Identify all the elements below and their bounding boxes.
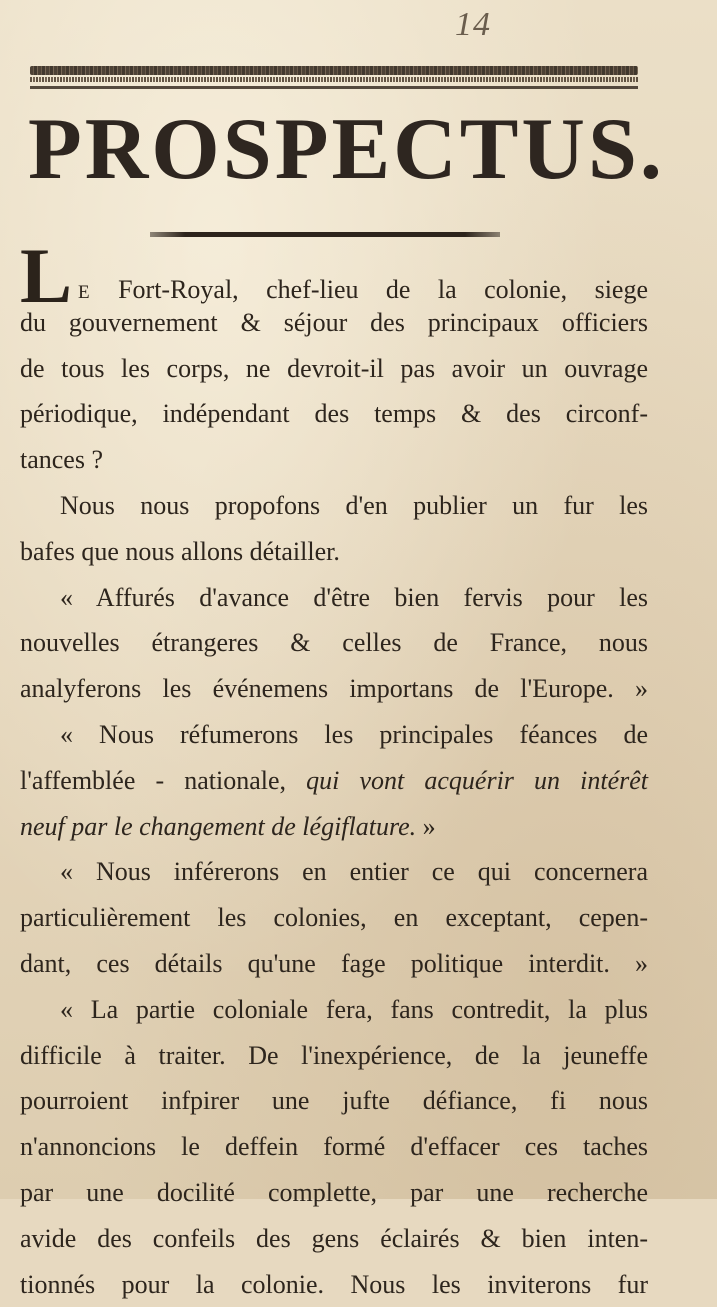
italic-phrase-1: qui vont acquérir un intérêt xyxy=(306,765,649,795)
assembly-text: l'affemblée - nationale, xyxy=(20,765,287,795)
first-word-smallcap: E xyxy=(78,282,91,303)
italic-phrase-2: neuf par le changement de légiflature. xyxy=(20,811,417,841)
closing-quote: » xyxy=(416,811,436,841)
ornament-thin-rule xyxy=(30,86,638,89)
drop-capital: L xyxy=(20,232,73,319)
text-line-6: Nous nous propofons d'en publier un fur les xyxy=(60,490,648,520)
text-line-1 xyxy=(20,232,648,319)
ornament-middle-rule xyxy=(30,77,638,82)
text-line-14: « Nous inférerons en entier ce qui concernera xyxy=(60,857,648,887)
text-line-8: « Affurés d'avance d'être bien fervis pour les xyxy=(60,582,648,612)
text-line-19: pourroient infpirer une jufte défiance, fi nous xyxy=(20,1086,648,1116)
text-line-23: tionnés pour la colonie. Nous les inviterons fur xyxy=(20,1269,648,1299)
text-line-12 xyxy=(20,758,648,804)
text-line-20: n'annoncions le deffein formé d'effacer ces taches xyxy=(20,1132,648,1162)
header-ornament-band xyxy=(30,62,638,98)
text-line-15: particulièrement les colonies, en exceptant, cepen- xyxy=(20,903,648,933)
text-line-3: de tous les corps, ne devroit-il pas avoir un ouvrage xyxy=(20,353,648,383)
page-title: PROSPECTUS. xyxy=(28,101,665,198)
page-folio-number: 14 xyxy=(455,6,491,43)
text-line-16: dant, ces détails qu'une fage politique interdit. » xyxy=(20,948,648,978)
text-line-2: du gouvernement & séjour des principaux officiers xyxy=(20,307,648,337)
text-line-5: tances ? xyxy=(20,445,104,475)
text-line-9: nouvelles étrangeres & celles de France, nous xyxy=(20,628,648,658)
text-line-18: difficile à traiter. De l'inexpérience, de la jeuneffe xyxy=(20,1040,648,1070)
text-line-10: analyferons les événemens importans de l'Europe. » xyxy=(20,674,648,704)
text-line-21: par une docilité complette, par une recherche xyxy=(20,1177,648,1207)
text-line-22: avide des confeils des gens éclairés & bien inten- xyxy=(20,1223,648,1253)
text-line-4: périodique, indépendant des temps & des circonf- xyxy=(20,399,648,429)
text-line-13 xyxy=(20,804,648,850)
text-line-17: « La partie coloniale fera, fans contredit, la plus xyxy=(60,994,648,1024)
text-line-7: bafes que nous allons détailler. xyxy=(20,536,340,566)
body-text xyxy=(20,232,649,1307)
first-line-text: Fort-Royal, chef-lieu de la colonie, siege xyxy=(90,275,648,304)
text-line-11: « Nous réfumerons les principales féances de xyxy=(60,719,648,749)
title-divider-rule xyxy=(150,232,500,237)
ornament-thick-rule xyxy=(30,66,638,75)
